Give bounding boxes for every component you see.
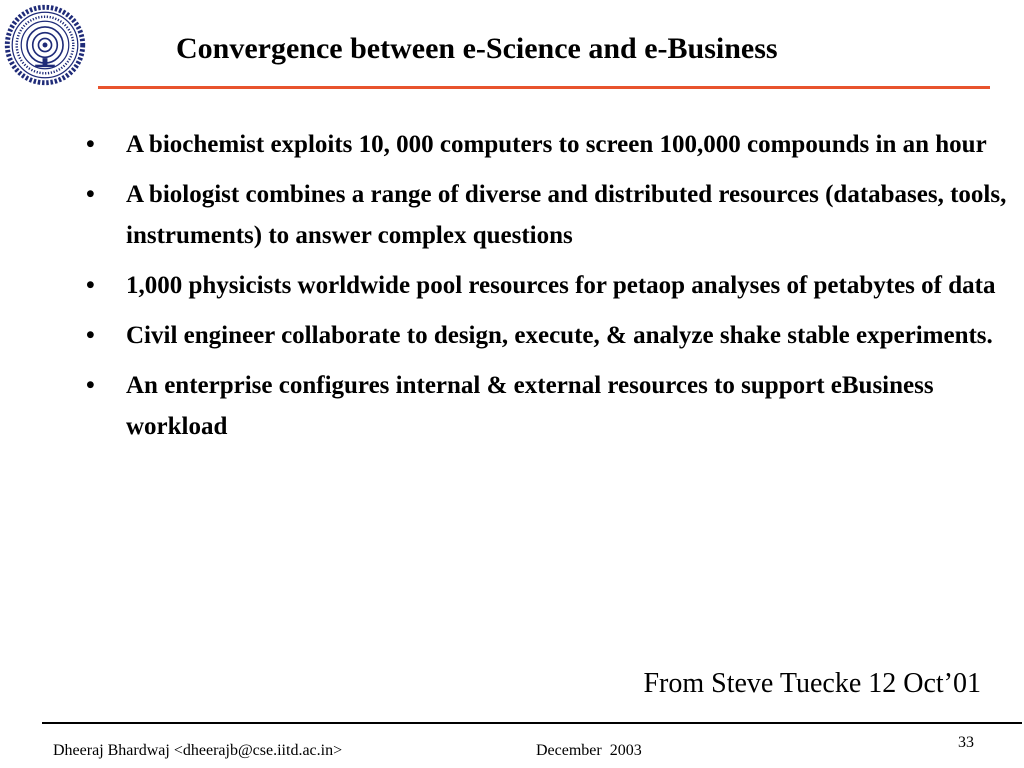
bullet-item [0, 174, 1024, 256]
bullet-text: A biochemist exploits 10, 000 computers to screen 100,000 compounds in an hour [126, 131, 987, 158]
bullet-point-icon: • [86, 372, 95, 399]
footer-author: Dheeraj Bhardwaj <dheerajb@cse.iitd.ac.in> [53, 742, 343, 759]
bullet-point-icon: • [86, 272, 95, 299]
bullet-point-icon: • [86, 322, 95, 349]
iit-delhi-seal-icon [4, 4, 86, 86]
bullet-text: 1,000 physicists worldwide pool resources for petaop analyses of petabytes of data [126, 272, 996, 299]
bullet-item [0, 315, 1024, 356]
footer-divider [42, 722, 1022, 724]
bullet-item [0, 124, 1024, 165]
bullet-text: An enterprise configures internal & external resources to support eBusiness workload [126, 372, 934, 440]
footer-date: December 2003 [536, 742, 642, 759]
bullet-text: A biologist combines a range of diverse and distributed resources (databases, tools, instruments) to answer complex questions [126, 181, 1007, 249]
title-underline [98, 86, 990, 89]
bullet-point-icon: • [86, 131, 95, 158]
bullet-list [0, 124, 1024, 456]
bullet-point-icon: • [86, 181, 95, 208]
page-number: 33 [958, 734, 974, 751]
bullet-item [0, 265, 1024, 306]
bullet-item [0, 365, 1024, 447]
slide-title: Convergence between e-Science and e-Business [176, 32, 778, 65]
source-citation: From Steve Tuecke 12 Oct’01 [643, 668, 981, 699]
bullet-text: Civil engineer collaborate to design, execute, & analyze shake stable experiments. [126, 322, 993, 349]
